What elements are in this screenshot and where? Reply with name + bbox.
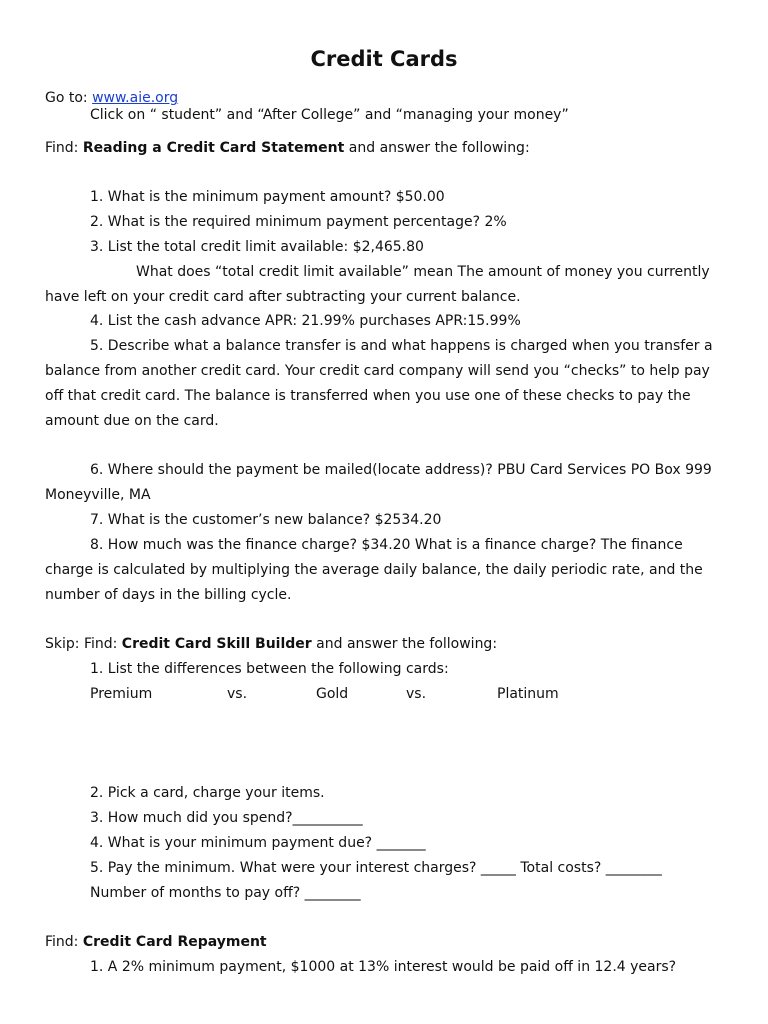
card-vs-1: vs. bbox=[227, 686, 248, 702]
skill-question-5b: Number of months to pay off? ________ bbox=[90, 885, 361, 901]
question-8-line-2: charge is calculated by multiplying the average daily balance, the daily periodic rate, and the bbox=[45, 562, 703, 578]
question-2: 2. What is the required minimum payment percentage? 2% bbox=[90, 214, 507, 230]
question-1: 1. What is the minimum payment amount? $50.00 bbox=[90, 189, 445, 205]
repayment-question-1: 1. A 2% minimum payment, $1000 at 13% interest would be paid off in 12.4 years? bbox=[90, 959, 677, 975]
skill-question-3: 3. How much did you spend?__________ bbox=[90, 810, 363, 826]
card-gold: Gold bbox=[316, 686, 349, 702]
question-7: 7. What is the customer’s new balance? $2534.20 bbox=[90, 512, 442, 528]
question-3: 3. List the total credit limit available: $2,465.80 bbox=[90, 239, 424, 255]
skill-question-5: 5. Pay the minimum. What were your interest charges? _____ Total costs? ________ bbox=[90, 860, 662, 876]
skip-suffix: and answer the following: bbox=[311, 636, 498, 652]
click-instructions: Click on “ student” and “After College” and “managing your money” bbox=[90, 107, 569, 123]
question-3b-line-2: have left on your credit card after subtracting your current balance. bbox=[45, 289, 521, 305]
question-5-line-2: balance from another credit card. Your credit card company will send you “checks” to help pay bbox=[45, 363, 710, 379]
skip-prefix: Skip: Find: bbox=[45, 636, 122, 652]
skill-question-4: 4. What is your minimum payment due? _______ bbox=[90, 835, 426, 851]
find-suffix: and answer the following: bbox=[344, 140, 530, 156]
question-6-line-2: Moneyville, MA bbox=[45, 487, 151, 503]
card-premium: Premium bbox=[90, 686, 153, 702]
question-3b-line-1: What does “total credit limit available” mean The amount of money you currently bbox=[136, 264, 710, 280]
find-prefix: Find: bbox=[45, 140, 83, 156]
card-vs-2: vs. bbox=[406, 686, 427, 702]
question-5-line-1: 5. Describe what a balance transfer is and what happens is charged when you transfer a bbox=[90, 338, 713, 354]
question-6-line-1: 6. Where should the payment be mailed(locate address)? PBU Card Services PO Box 999 bbox=[90, 462, 712, 478]
find-repayment-prefix: Find: bbox=[45, 934, 83, 950]
question-5-line-3: off that credit card. The balance is transferred when you use one of these checks to pay the bbox=[45, 388, 691, 404]
question-8-line-3: number of days in the billing cycle. bbox=[45, 587, 292, 603]
find-statement-title: Reading a Credit Card Statement bbox=[82, 140, 345, 156]
repayment-title: Credit Card Repayment bbox=[82, 934, 267, 950]
aie-link[interactable]: www.aie.org bbox=[92, 90, 179, 106]
skip-find-heading bbox=[45, 634, 497, 654]
find-repayment-heading bbox=[45, 932, 267, 952]
page-title: Credit Cards bbox=[310, 47, 458, 71]
question-4: 4. List the cash advance APR: 21.99% purchases APR:15.99% bbox=[90, 313, 521, 329]
skill-question-2: 2. Pick a card, charge your items. bbox=[90, 785, 325, 801]
card-platinum: Platinum bbox=[497, 686, 559, 702]
goto-label: Go to: bbox=[45, 90, 93, 106]
question-5-line-4: amount due on the card. bbox=[45, 413, 219, 429]
question-8-line-1: 8. How much was the finance charge? $34.20 What is a finance charge? The finance bbox=[90, 537, 683, 553]
skill-question-1: 1. List the differences between the following cards: bbox=[90, 661, 449, 677]
skill-builder-title: Credit Card Skill Builder bbox=[121, 636, 312, 652]
find-statement-heading bbox=[45, 138, 530, 158]
